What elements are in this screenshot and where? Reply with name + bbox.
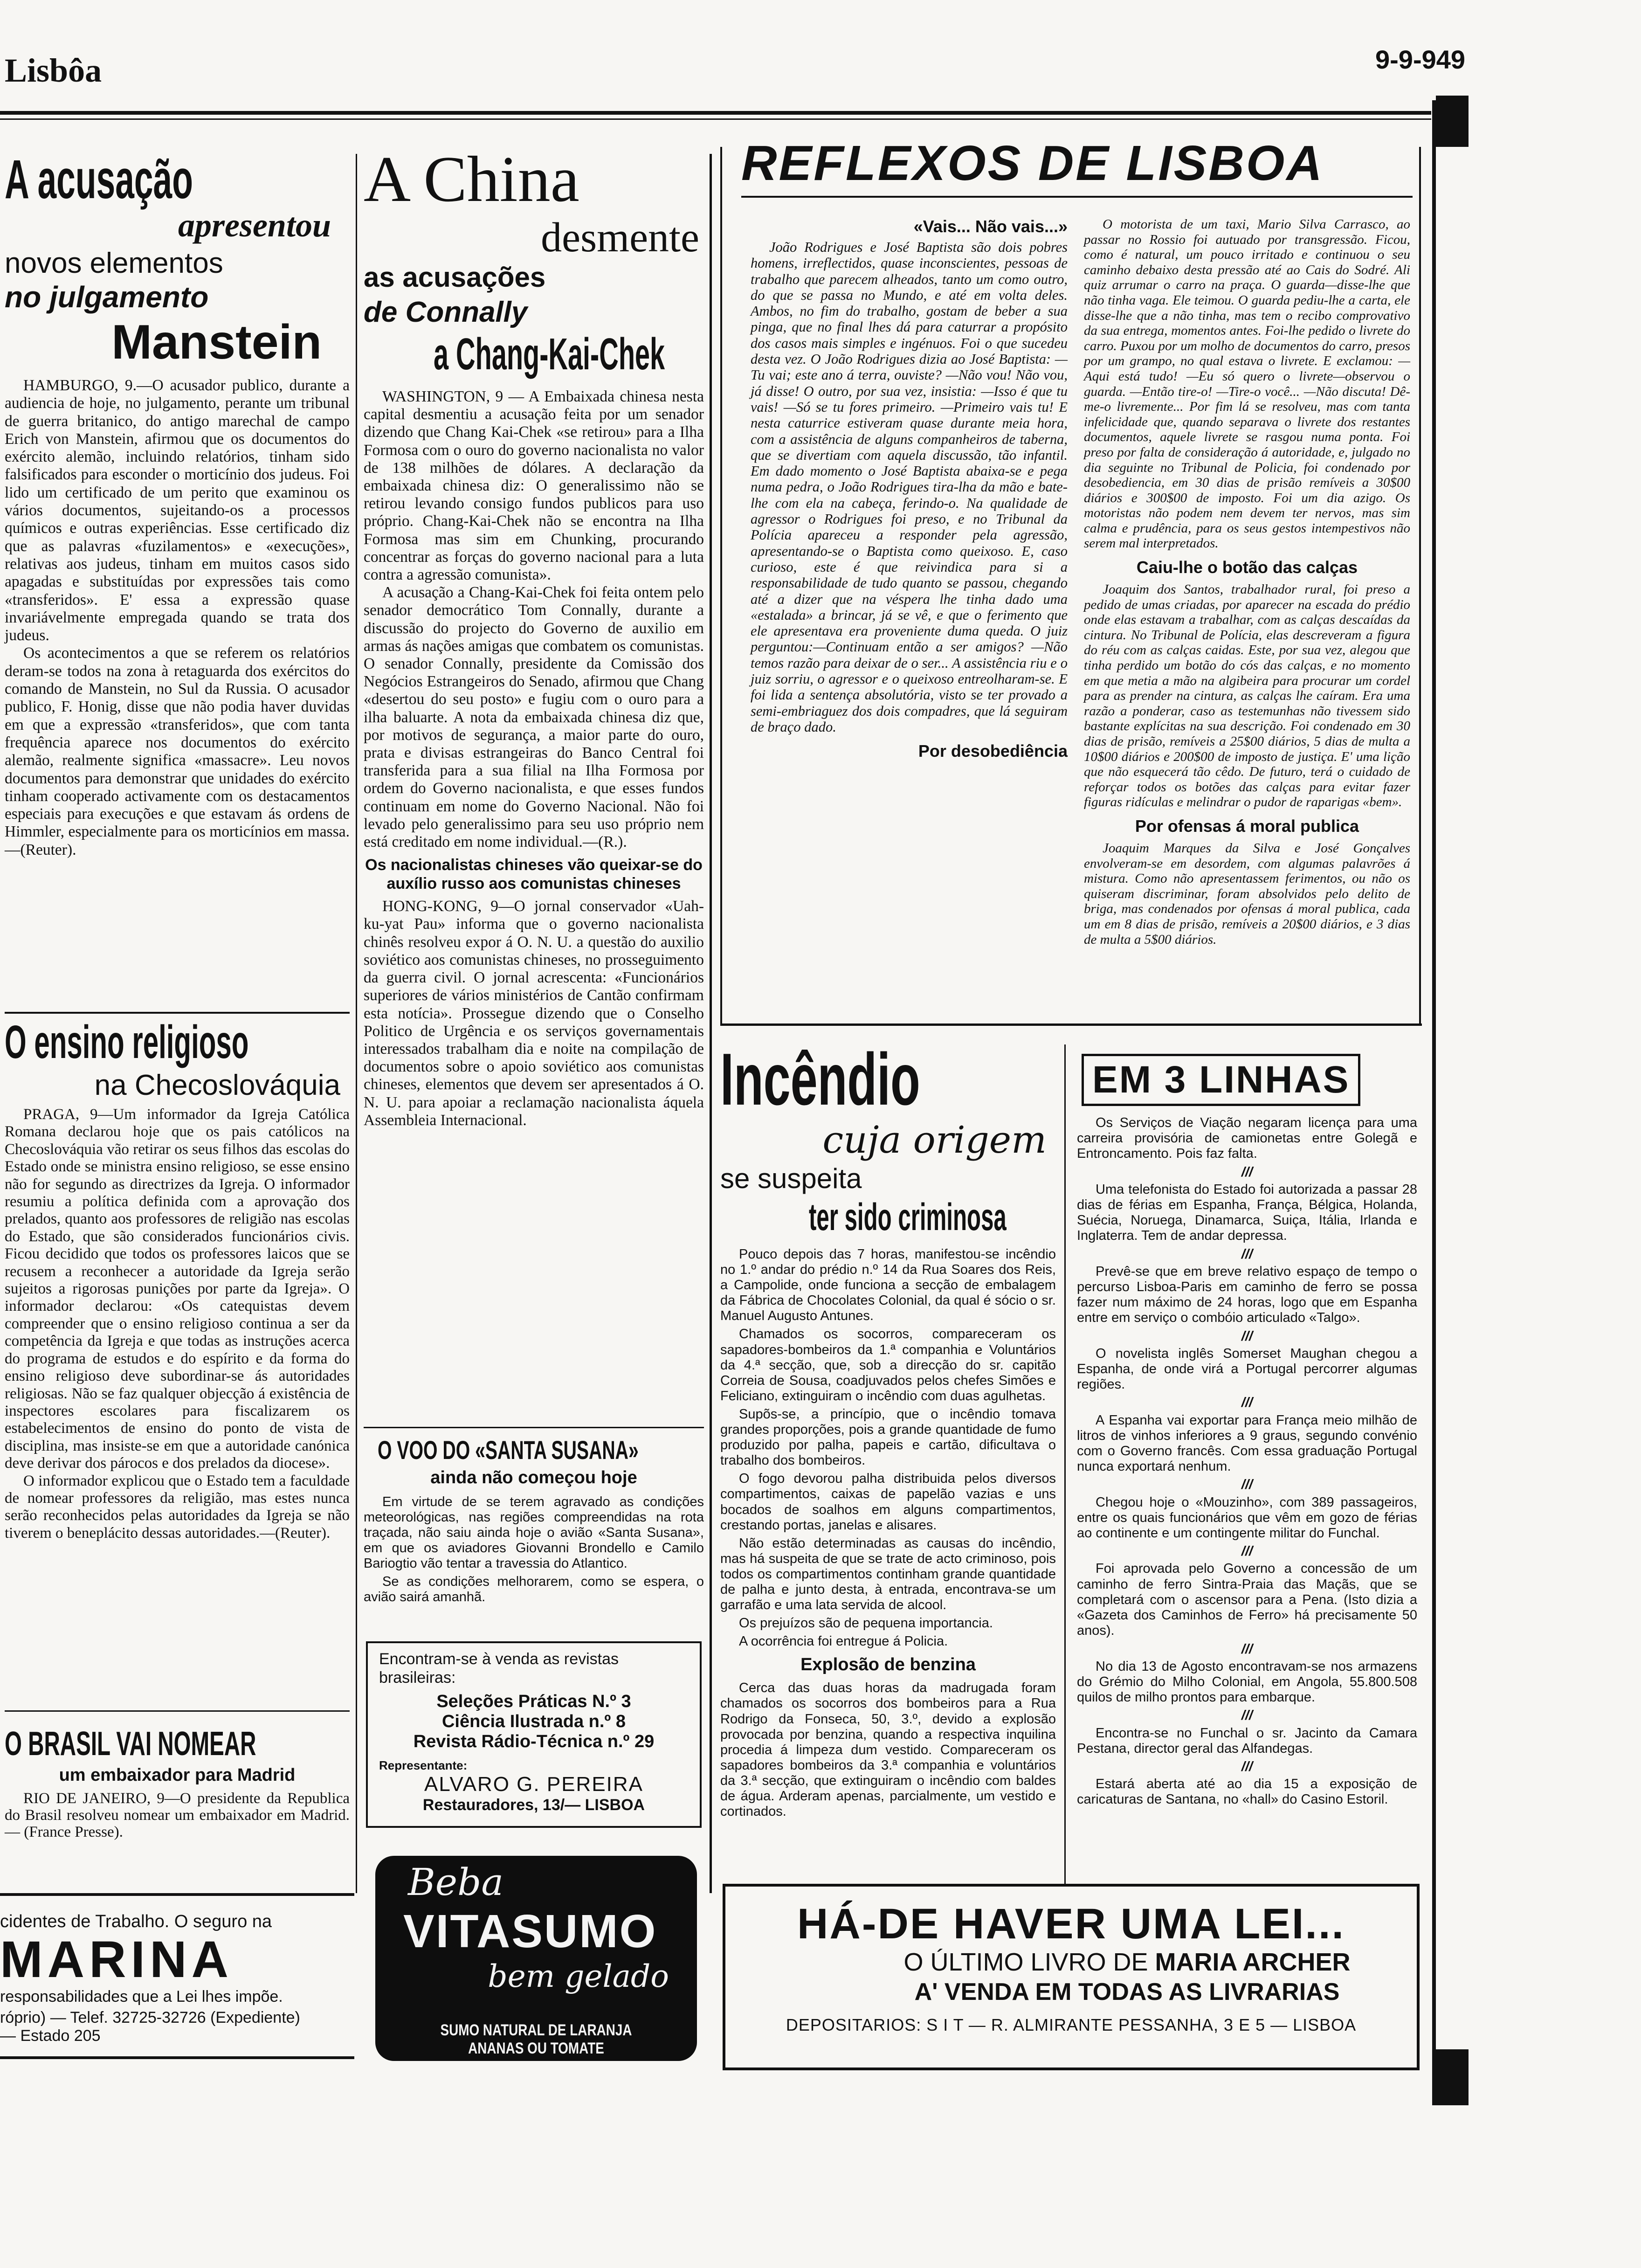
revistas-ad	[366, 1641, 702, 1828]
col1-divider-2	[5, 1710, 350, 1712]
marina-ad-line3: róprio) — Telef. 32725-32726 (Expediente)	[0, 2009, 300, 2026]
reflexos-col-1	[751, 217, 1068, 766]
marina-ad-line1: cidentes de Trabalho. O seguro na	[0, 1912, 272, 1931]
china-paragraph: WASHINGTON, 9 — A Embaixada chinesa nesta capital desmentiu a acusação feita por um senador dizendo que Chang Kai-Chek «se retirou» para a Ilha Formosa com o ouro do governo nacionalista no valor de 138 milhões de dólares. A declaração da embaixada chinesa diz: O generalissimo não se retirou levando consigo fundos publicos para uso próprio. Chang-Kai-Chek não se encontra na Ilha Formosa mas sim em Chunking, procurando concentrar as forças do governo nacional para a luta contra a agressão comunista».	[364, 388, 704, 584]
em3linhas-item: O novelista inglês Somerset Maughan chegou a Espanha, de onde virá a Portugal percorrer algumas regiões.	[1077, 1346, 1417, 1392]
em3linhas-item: A Espanha vai exportar para França meio milhão de litros de vinhos inferiores a 9 graus, segundo convénio com o Governo francês. Com essa graduação Portugal nunca exportará nenhum.	[1077, 1412, 1417, 1474]
lei-ad	[723, 1884, 1420, 2070]
china-headline-2: desmente	[541, 214, 699, 261]
col-rule-1	[356, 154, 357, 1893]
incendio-body-2	[720, 1680, 1056, 1819]
incendio-paragraph: O fogo devorou palha distribuida pelos diversos compartimentos, caixas de papelão vazias e uns bocados de soalhos em alguns compartimentos, crestando portas, janelas e alisares.	[720, 1471, 1056, 1533]
revistas-ad-rep-addr: Restauradores, 13/— LISBOA	[422, 1796, 645, 1814]
ensino-headline-2: na Checoslováquia	[94, 1069, 340, 1101]
lei-ad-line2: A' VENDA EM TODAS AS LIVRARIAS	[914, 1978, 1340, 2005]
incendio-headline-3: se suspeita	[720, 1163, 862, 1194]
reflexos-col-2	[1084, 217, 1410, 947]
voo-headline-2: ainda não começou hoje	[430, 1468, 637, 1487]
china-subhead: Os nacionalistas chineses vão queixar-se do auxílio russo aos comunistas chineses	[365, 856, 703, 893]
voo-body	[364, 1494, 704, 1605]
incendio-headline-2: cuja origem	[822, 1118, 1047, 1162]
right-margin-bar	[1432, 100, 1436, 2105]
incendio-body	[720, 1247, 1056, 1649]
ensino-article	[5, 1016, 350, 1542]
em3linhas-separator: ///	[1241, 1395, 1253, 1411]
em3linhas-body	[1077, 1115, 1417, 1808]
revistas-ad-intro: Encontram-se à venda as revistas brasileiras:	[379, 1650, 619, 1687]
manstein-paragraph: HAMBURGO, 9.—O acusador publico, durante a audiencia de hoje, no julgamento, perante um tribunal de guerra britanico, do antigo marechal de campo Erich von Manstein, afirmou que os documentos do exército alemão, incluindo relatórios, tinham sido falsificados para esconder o morticínio dos judeus. Foi lido um certificado de um perito que examinou os vários documentos, sujeitando-os a processos químicos e outras experiências. Esse certificado diz que as palavras «fuzilamentos» e «execuções», relativas aos judeus, tinham em muitos casos sido apagadas e substituídas por expressões tais como «transferidos». E' essa a expressão quase invariávelmente empregada quando se trata dos judeus.	[5, 377, 350, 644]
em3linhas-item: No dia 13 de Agosto encontravam-se nos armazens do Grémio do Milho Colonial, em Angola, 55.800.508 quilos de milho prontos para embarque.	[1077, 1659, 1417, 1705]
em3linhas-separator: ///	[1241, 1641, 1253, 1657]
em3linhas-item: Chegou hoje o «Mouzinho», com 389 passageiros, entre os quais funcionários que vêm em gozo de férias ao continente e um contingente militar do Funchal.	[1077, 1494, 1417, 1541]
revistas-ad-item: Ciência Ilustrada n.º 8	[441, 1712, 626, 1731]
manstein-headline-1: A acusação	[5, 149, 193, 210]
manstein-paragraph: Os acontecimentos a que se referem os relatórios deram-se todos na zona à retaguarda dos exércitos do comando de Manstein, no Sul da Russia. O acusador publico, F. Honig, disse que não podia haver duvidas em que a expressão «transferidos», que com tanta frequência aparece nos documentos do exército alemão, realmente significa «massacre». Leu novos documentos para demonstrar que unidades do exército tinham cooperado activamente com os destacamentos especiais para execuções e que estavam ás ordens de Himmler, especialmente para os morticínios em massa.—(Reuter).	[5, 644, 350, 858]
incendio-paragraph: Cerca das duas horas da madrugada foram chamados os socorros dos bombeiros para a Rua Rodrigo da Fonseca, 50, 3.º, devido a explosão provocada por benzina, quando a respectiva inquilina procedia á limpeza dum vestido. Compareceram os sapadores bombeiros da 3.ª companhia e voluntários da 3.ª secção, que extinguiram o incêndio com baldes de água. Arderam apenas, parcialmente, um vestido e cortinados.	[720, 1680, 1056, 1819]
reflexos-s4-paragraph: Joaquim Marques da Silva e José Gonçalves envolveram-se em desordem, com algumas palavrões á mistura. Como não apresentassem ferimentos, ou não os quiseram discriminar, foram absolvidos pelo delito de briga, mas condenados por ofensas á moral publica, cada um em 8 dias de prisão, remíveis a 20$00 diários, e 3 dias de multa a 5$00 diários.	[1084, 840, 1410, 947]
reflexos-s3-paragraph: Joaquim dos Santos, trabalhador rural, foi preso a pedido de umas criadas, por aparecer na escada do prédio onde elas estavam a trabalhar, com as calças descaídas da cintura. No Tribunal de Polícia, elas descreveram a figura do réu com as calças caidas. Este, por sua vez, alegou que tinha perdido um botão do cós das calças, e no momento em que metia a mão na algibeira para procurar um cordel para as prender na cintura, as calças lhe caíram. Era uma razão a ponderar, caso as testemunhas não tivessem sido bastante explícitas na sua descrição. Foi condenado em 30 dias de prisão, remíveis a 25$00 diários, 5 dias de multa a 10$00 diários e 200$00 de imposto de justiça. E' uma lição que não esquecerá tão cêdo. De futuro, terá o cuidado de reforçar todos os botões das calças para evitar fazer figuras ridículas e melindrar o pudor de raparigas «bem».	[1084, 582, 1410, 810]
manstein-headline-4: no julgamento	[5, 280, 209, 314]
em3linhas-separator: ///	[1241, 1708, 1253, 1723]
col2-divider-1	[364, 1427, 704, 1428]
reflexos-s1-body	[751, 239, 1068, 735]
vitasumo-gelado: bem gelado	[488, 1958, 669, 1994]
reflexos-right-rule	[1419, 147, 1421, 1023]
em3linhas-separator: ///	[1241, 1328, 1253, 1344]
em3linhas-item: Foi aprovada pelo Governo a concessão de um caminho de ferro Sintra-Praia das Maçãs, que se completará com o ascensor para a Pena. (Isto dizia a «Gazeta dos Caminhos de Ferro» há precisamente 50 anos).	[1077, 1561, 1417, 1639]
em3linhas-separator: ///	[1241, 1544, 1253, 1559]
top-rule-thin	[0, 118, 1431, 120]
top-rule	[0, 111, 1431, 115]
brasil-article	[5, 1725, 350, 1840]
incendio-paragraph: Os prejuízos são de pequena importancia.	[739, 1616, 993, 1631]
china-headline-1: A China	[364, 143, 579, 215]
lei-ad-title: HÁ-DE HAVER UMA LEI...	[797, 1900, 1345, 1948]
em3linhas-separator: ///	[1241, 1164, 1253, 1180]
revistas-ad-item: Revista Rádio-Técnica n.º 29	[413, 1732, 655, 1751]
incendio-subhead: Explosão de benzina	[800, 1655, 976, 1675]
incendio-paragraph: Não estão determinadas as causas do incêndio, mas há suspeita de que se trate de acto criminoso, pois todos os compartimentos continham grande quantidade de palha e junto desta, à entrada, encontrava-se um garrafão e uma lata servida de alcool.	[720, 1535, 1056, 1613]
incendio-paragraph: Chamados os socorros, compareceram os sapadores-bombeiros da 1.ª companhia e Voluntários da 4.ª secção, que, sob a direcção do sr. capitão Correia de Sousa, coadjuvados pelos chefes Simões e Feliciano, extinguiram o incêndio com duas agulhetas.	[720, 1327, 1056, 1404]
incendio-article	[720, 1040, 1056, 1822]
reflexos-title: REFLEXOS DE LISBOA	[741, 136, 1324, 191]
reflexos-s3-title: Caiu-lhe o botão das calças	[1136, 558, 1358, 577]
incendio-paragraph: A ocorrência foi entregue á Policia.	[739, 1634, 948, 1649]
voo-paragraph: Se as condições melhorarem, como se espera, o avião sairá amanhã.	[364, 1574, 704, 1604]
col-rule-3	[1064, 1044, 1066, 1884]
masthead-city: Lisbôa	[5, 52, 102, 89]
marina-ad-line2: responsabilidades que a Lei lhes impõe.	[0, 1988, 283, 2005]
em3linhas-separator: ///	[1241, 1759, 1253, 1774]
vitasumo-ad	[375, 1856, 697, 2061]
china-paragraph: A acusação a Chang-Kai-Chek foi feita ontem pelo senador democrático Tom Connally, durante a discussão do projecto do Governo de auxilio em armas ás nações amigas que combatem os comunistas. O senador Connally, presidente da Comissão dos Negócios Estrangeiros do Senado, afirmou que Chang «desertou do seu posto» e fugiu com o ouro para a ilha baluarte. A nota da embaixada chinesa diz que, por motivos de segurança, a maior parte do ouro, prata e divisas estrangeiras do Banco Central foi transferida para a sua filial na Ilha Formosa por ordem do Governo nacionalista, e que esses fundos continuam em nome do Governo Nacional. Não foi levado pelo generalissimo para seu uso próprio nem está creditado em nome individual.—(R.).	[364, 584, 704, 851]
em3linhas-item: Encontra-se no Funchal o sr. Jacinto da Camara Pestana, director geral das Alfandegas.	[1077, 1725, 1417, 1756]
em3linhas-separator: ///	[1241, 1246, 1253, 1262]
reflexos-s2-paragraph: O motorista de um taxi, Mario Silva Carrasco, ao passar no Rossio foi autuado por transgressão. Ficou, como é natural, um pouco irritado e continuou o seu caminho debaixo desta pressão até ao Cais do Sodré. Ali quiz arrumar o carro na praça. O guarda—disse-lhe que não tinha vaga. Ele teimou. O guarda pediu-lhe a carta, ele disse-lhe que a não tinha, mas tem o recibo comprovativo da sua entrega, momentos antes. Foi-lhe pedido o livrete do carro. Puxou por um molho de documentos do carro, presos por um grampo, no qual estava o livrete. E exclamou: —Aqui está tudo! —Eu só quero o livrete—observou o guarda. —Então tire-o! —Tire-o você... —Não discuta! Dê-me-o livremente... Por fim lá se resolveu, mas com tanta infelicidade que, quando separava o livrete dos restantes documentos, aquele livrete se rasgou numa ponta. Foi preso por falta de consideração á autoridade, e, julgado no dia seguinte no Tribunal de Policia, foi condenado por desobediencia, em 30 dias de prisão remíveis a 30$00 diários e 300$00 de imposto. Foi um dia azigo. Os motoristas não podem nem devem ter nervos, mas sim calma e prudência, para os seus gestos intempestivos não serem mal interpretados.	[1084, 217, 1410, 551]
col1-divider-1	[5, 1012, 350, 1014]
ensino-paragraph: PRAGA, 9—Um informador da Igreja Católica Romana declarou hoje que os pais católicos na Checoslováquia vão retirar os seus filhos das escolas do Estado onde se ministra ensino religioso, se esse ensino não for segundo as directrizes da Igreja. O informador resumiu a política definida com a aprovação dos prelados, quanto aos professores de religião nas escolas do Estado, que são considerados funcionários civis. Ficou decidido que todos os professores laicos que se recusem a reconhecer a autoridade da Igreja serão sujeitos a rigorosas punições por parte da Igreja». O informador declarou: «Os catequistas devem compreender que o ensino religioso continua a ser da competência da Igreja e que todas as instruções acerca do programa de estudos e do espírito e da forma do ensino religioso deve subordinar-se ás autoridades religiosas. Não se faz qualquer objecção á existência de inspectores escolares para fiscalizarem os estabelecimentos de ensino do ponto de vista de disciplina, mas insiste-se em que a autoridade canónica deve derivar dos párocos e dos prelados da diocese».	[5, 1106, 350, 1472]
brasil-headline-2: um embaixador para Madrid	[59, 1765, 296, 1785]
lei-ad-author: MARIA ARCHER	[1155, 1948, 1351, 1976]
ensino-body	[5, 1106, 350, 1542]
manstein-headline-5: Manstein	[111, 315, 322, 369]
masthead-date: 9-9-949	[1375, 45, 1466, 74]
incendio-paragraph: Pouco depois das 7 horas, manifestou-se incêndio no 1.º andar do prédio n.º 14 da Rua Soares dos Reis, a Campolide, onde funciona a secção de embalagem da Fábrica de Chocolates Colonial, da qual é sócio o sr. Manuel Augusto Antunes.	[720, 1247, 1056, 1324]
china-paragraph: HONG-KONG, 9—O jornal conservador «Uah-ku-yat Pau» informa que o governo nacionalista chinês resolveu expor á O. N. U. a questão do auxilio soviético aos comunistas chineses, no prosseguimento da guerra civil. O jornal acrescenta: «Funcionários superiores de vários ministérios de Cantão confirmam esta notícia». Prossegue dizendo que o Conselho Politico de Urgência e os serviços governamentais interessados trabalham dia e noite na compilação de documentos sobre o apoio soviético aos comunistas chineses, elementos que devem ser apresentados á O. N. U. para apoiar a reclamação nacionalista áquela Assembleia Internacional.	[364, 898, 704, 1129]
reflexos-left-rule	[720, 147, 722, 1023]
ensino-paragraph: O informador explicou que o Estado tem a faculdade de nomear professores da religião, mas estes nunca serão reconhecidos pelas autoridades da Igreja se não tiverem o beneplácito dessas autoridades.—(Reuter).	[5, 1472, 350, 1542]
ensino-headline-1: O ensino religioso	[5, 1016, 249, 1068]
lei-ad-line1	[725, 1947, 1417, 1977]
incendio-headline-1: Incêndio	[720, 1038, 920, 1120]
em3linhas-item: Estará aberta até ao dia 15 a exposição de caricaturas de Santana, no «hall» do Casino Estoril.	[1077, 1777, 1417, 1807]
em3linhas-title-box	[1082, 1054, 1360, 1106]
marina-ad-name: MARINA	[0, 1931, 233, 1988]
china-headline-5: a Chang-Kai-Chek	[434, 329, 665, 379]
reflexos-s2-body	[1084, 217, 1410, 551]
revistas-ad-item: Seleções Práticas N.º 3	[436, 1692, 631, 1711]
incendio-headline-4: ter sido criminosa	[809, 1196, 1007, 1238]
reflexos-s2-title: Por desobediência	[918, 741, 1068, 761]
reflexos-s4-body	[1084, 841, 1410, 947]
voo-article	[364, 1436, 704, 1608]
manstein-headline-3: novos elementos	[5, 247, 223, 279]
col-rule-2	[710, 154, 712, 1893]
em3linhas-title: EM 3 LINHAS	[1092, 1058, 1350, 1101]
em3linhas-item: Uma telefonista do Estado foi autorizada a passar 28 dias de férias em Espanha, França, Bélgica, Holanda, Suécia, Noruega, Dinamarca, Suiça, Itália, Irlanda e Inglaterra. Tem de andar depressa.	[1077, 1182, 1417, 1244]
china-headline-4: de Connally	[364, 296, 528, 328]
vitasumo-tagline: SUMO NATURAL DE LARANJA ANANAS OU TOMATE	[440, 2021, 632, 2057]
marina-ad-bottom-rule	[0, 2056, 354, 2059]
reflexos-s1-paragraph: João Rodrigues e José Baptista são dois pobres homens, irreflectidos, quase inconscientes, pessoas de trabalho que parecem alheados, tanto um como outro, do que se passa no Mundo, e até em volta deles. Ambos, no fim do trabalho, gostam de beber a sua pinga, que no final lhes dá para caturrar a propósito dos casos mais simples e ingénuos. Foi o que sucedeu desta vez. O João Rodrigues dizia ao José Baptista: —Tu vai; este ano á terra, ouviste? —Não vou! Não vou, já disse! O outro, por sua vez, insistia: —Isso é que tu vais! —Só se tu fores primeiro. —Primeiro vais tu! E nesta caturrice estiveram quase durante meia hora, com a assistência de alguns companheiros de taberna, que se divertiam com aquela discussão, tão infantil. Em dado momento o José Baptista abaixa-se e pega numa pedra, o João Rodrigues tira-lha da mão e bate-lhe com ela na cabeça, ferindo-o. Na qualidade de agressor o Rodrigues foi preso, e no Tribunal da Polícia apareceu a responder pela agressão, apresentando-se o Baptista como queixoso. E, caso curioso, este é que reivindica para si a responsabilidade de tudo quanto se passou, chegando até a dizer que na véspera lhe tinha dado uma «estalada» a brincar, já se vê, e que o ferimento que ele apresentava era proveniente duma queda. O juiz perguntou:—Continuam então a ser amigos? —Não temos razão para deixar de o ser... A assistência riu e o juiz sorriu, o agressor e o queixoso entreolharam-se. E foi lida a sentença absolutória, visto se ter provado a semi-embriaguez dos dois compadres, que lá seguiram de braço dado.	[751, 239, 1068, 735]
brasil-body	[5, 1790, 350, 1840]
revistas-ad-rep-name: ALVARO G. PEREIRA	[424, 1773, 644, 1796]
brasil-headline-1: O BRASIL VAI NOMEAR	[5, 1725, 256, 1763]
reflexos-bottom-rule	[720, 1023, 1422, 1026]
em3linhas-item: Os Serviços de Viação negaram licença para uma carreira provisória de camionetas entre Golegã e Entroncamento. Pois faz falta.	[1077, 1115, 1417, 1162]
china-article	[364, 145, 704, 1129]
revistas-ad-rep-label: Representante:	[379, 1758, 468, 1772]
incendio-paragraph: Supõs-se, a princípio, que o incêndio tomava grandes proporções, pois a grande quantidade de fumo produzido por palha, papeis e cartão, dificultava o trabalho dos bombeiros.	[720, 1406, 1056, 1468]
right-margin-block-top	[1436, 96, 1469, 147]
marina-ad	[0, 1912, 354, 2045]
voo-headline-1: O VOO DO «SANTA SUSANA»	[378, 1435, 639, 1465]
manstein-headline-2: apresentou	[178, 207, 331, 244]
em3linhas-separator: ///	[1241, 1477, 1253, 1493]
em3linhas-article	[1077, 1054, 1417, 1811]
marina-ad-line4: — Estado 205	[0, 2027, 101, 2045]
brasil-paragraph: RIO DE JANEIRO, 9—O presidente da Republica do Brasil resolveu nomear um embaixador em Madrid. — (France Presse).	[5, 1790, 350, 1840]
reflexos-s1-title: «Vais... Não vais...»	[913, 217, 1068, 236]
voo-paragraph: Em virtude de se terem agravado as condições meteorológicas, nas regiões compreendidas na rota traçada, não saiu ainda hoje o avião «Santa Susana», em que os aviadores Giovanni Brondello e Camilo Bariogtio vão tentar a travessia do Atlantico.	[364, 1494, 704, 1571]
lei-ad-line3: DEPOSITARIOS: S I T — R. ALMIRANTE PESSANHA, 3 E 5 — LISBOA	[786, 2015, 1357, 2034]
vitasumo-name: VITASUMO	[403, 1905, 657, 1957]
manstein-body	[5, 377, 350, 859]
reflexos-s3-body	[1084, 582, 1410, 810]
reflexos-s4-title: Por ofensas á moral publica	[1135, 816, 1359, 836]
china-headline-3: as acusações	[364, 262, 546, 293]
manstein-article	[5, 149, 350, 859]
china-body	[364, 388, 704, 851]
china-body-2	[364, 898, 704, 1129]
em3linhas-item: Prevê-se que em breve relativo espaço de tempo o percurso Lisboa-Paris em caminho de ferro se possa fazer num máximo de 24 horas, logo que em Espanha entre em serviço o combóio articulado «Talgo».	[1077, 1264, 1417, 1326]
vitasumo-beba: Beba	[408, 1860, 504, 1904]
marina-ad-top-rule	[0, 1893, 354, 1896]
lei-ad-line1-text: O ÚLTIMO LIVRO DE	[903, 1948, 1155, 1976]
reflexos-title-rule	[741, 196, 1413, 198]
right-margin-block-bottom	[1436, 2049, 1469, 2105]
